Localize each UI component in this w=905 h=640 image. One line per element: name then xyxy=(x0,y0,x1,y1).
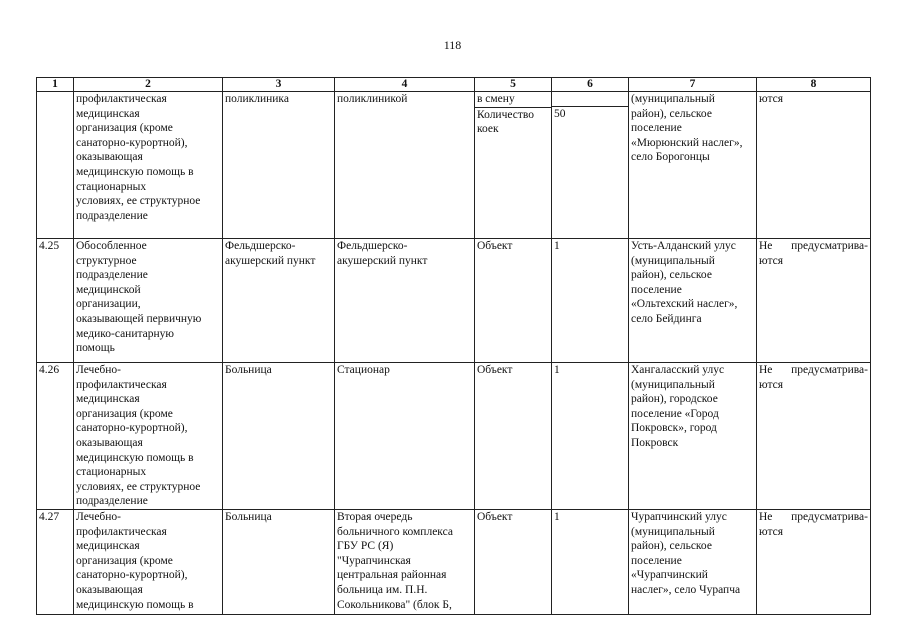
cell-location: Чурапчинский улус (муниципальный район), сельское поселение «Чурапчинский наслег», село Чурапча xyxy=(629,509,757,614)
parameter-top: в смену xyxy=(475,92,551,108)
table-row xyxy=(37,239,871,363)
cell-zone xyxy=(757,363,871,510)
header-col-2: 2 xyxy=(74,78,223,92)
cell-object: поликлиникой xyxy=(335,92,475,239)
cell-name: Обособленное структурное подразделение медицинской организации, оказывающей первичную медико-санитарную помощь xyxy=(74,239,223,363)
cell-name: профилактическая медицинская организация (кроме санаторно-курортной), оказывающая медицинскую помощь в стационарных условиях, ее структурное подразделение xyxy=(74,92,223,239)
table-row xyxy=(37,363,871,510)
zone-line-2: ются xyxy=(759,525,783,538)
cell-value: 1 xyxy=(552,239,629,363)
cell-location: Хангаласский улус (муниципальный район), городское поселение «Город Покровск», город Покровск xyxy=(629,363,757,510)
cell-parameter xyxy=(475,92,552,239)
cell-location: (муниципальный район), сельское поселение «Мюрюнский наслег», село Борогонцы xyxy=(629,92,757,239)
cell-parameter: Объект xyxy=(475,239,552,363)
cell-name: Лечебно- профилактическая медицинская организация (кроме санаторно-курортной), оказывающая медицинскую помощь в стационарных условиях, ее структурное подразделение xyxy=(74,363,223,510)
header-col-6: 6 xyxy=(552,78,629,92)
header-col-8: 8 xyxy=(757,78,871,92)
cell-type: Больница xyxy=(223,509,335,614)
table-row xyxy=(37,509,871,614)
zone-line-1: Не предусматрива- xyxy=(759,510,868,523)
cell-value: 1 xyxy=(552,509,629,614)
cell-type: Больница xyxy=(223,363,335,510)
value-top xyxy=(552,92,628,107)
cell-object: Вторая очередь больничного комплекса ГБУ РС (Я) "Чурапчинская центральная районная больница им. П.Н. Сокольникова" (блок Б, xyxy=(335,509,475,614)
cell-parameter: Объект xyxy=(475,363,552,510)
cell-number: 4.26 xyxy=(37,363,74,510)
header-col-3: 3 xyxy=(223,78,335,92)
cell-number: 4.25 xyxy=(37,239,74,363)
cell-value xyxy=(552,92,629,239)
table-header-row xyxy=(37,78,871,92)
zone-line-2: ются xyxy=(759,254,783,267)
header-col-7: 7 xyxy=(629,78,757,92)
cell-zone xyxy=(757,509,871,614)
cell-object: Фельдшерско- акушерский пункт xyxy=(335,239,475,363)
cell-zone xyxy=(757,239,871,363)
page-number: 118 xyxy=(443,38,462,52)
cell-parameter: Объект xyxy=(475,509,552,614)
cell-number xyxy=(37,92,74,239)
cell-type: поликлиника xyxy=(223,92,335,239)
cell-type: Фельдшерско- акушерский пункт xyxy=(223,239,335,363)
header-col-5: 5 xyxy=(475,78,552,92)
cell-zone xyxy=(757,92,871,239)
parameter-bottom: Количество коек xyxy=(477,108,534,136)
value-bottom: 50 xyxy=(554,108,566,120)
header-col-4: 4 xyxy=(335,78,475,92)
zone-line-1: Не предусматрива- xyxy=(759,240,868,252)
cell-location: Усть-Алданский улус (муниципальный район), сельское поселение «Ольтехский наслег», село Бейдинга xyxy=(629,239,757,363)
zone-line-1: Не предусматрива- xyxy=(759,364,868,376)
cell-object: Стационар xyxy=(335,363,475,510)
table-row xyxy=(37,92,871,239)
cell-name: Лечебно- профилактическая медицинская организация (кроме санаторно-курортной), оказывающая медицинскую помощь в xyxy=(74,509,223,614)
cell-value: 1 xyxy=(552,363,629,510)
header-col-1: 1 xyxy=(37,78,74,92)
document-table xyxy=(36,77,871,615)
cell-number: 4.27 xyxy=(37,509,74,614)
zone-line-2: ются xyxy=(759,378,783,391)
zone-line-1: ются xyxy=(759,93,783,105)
